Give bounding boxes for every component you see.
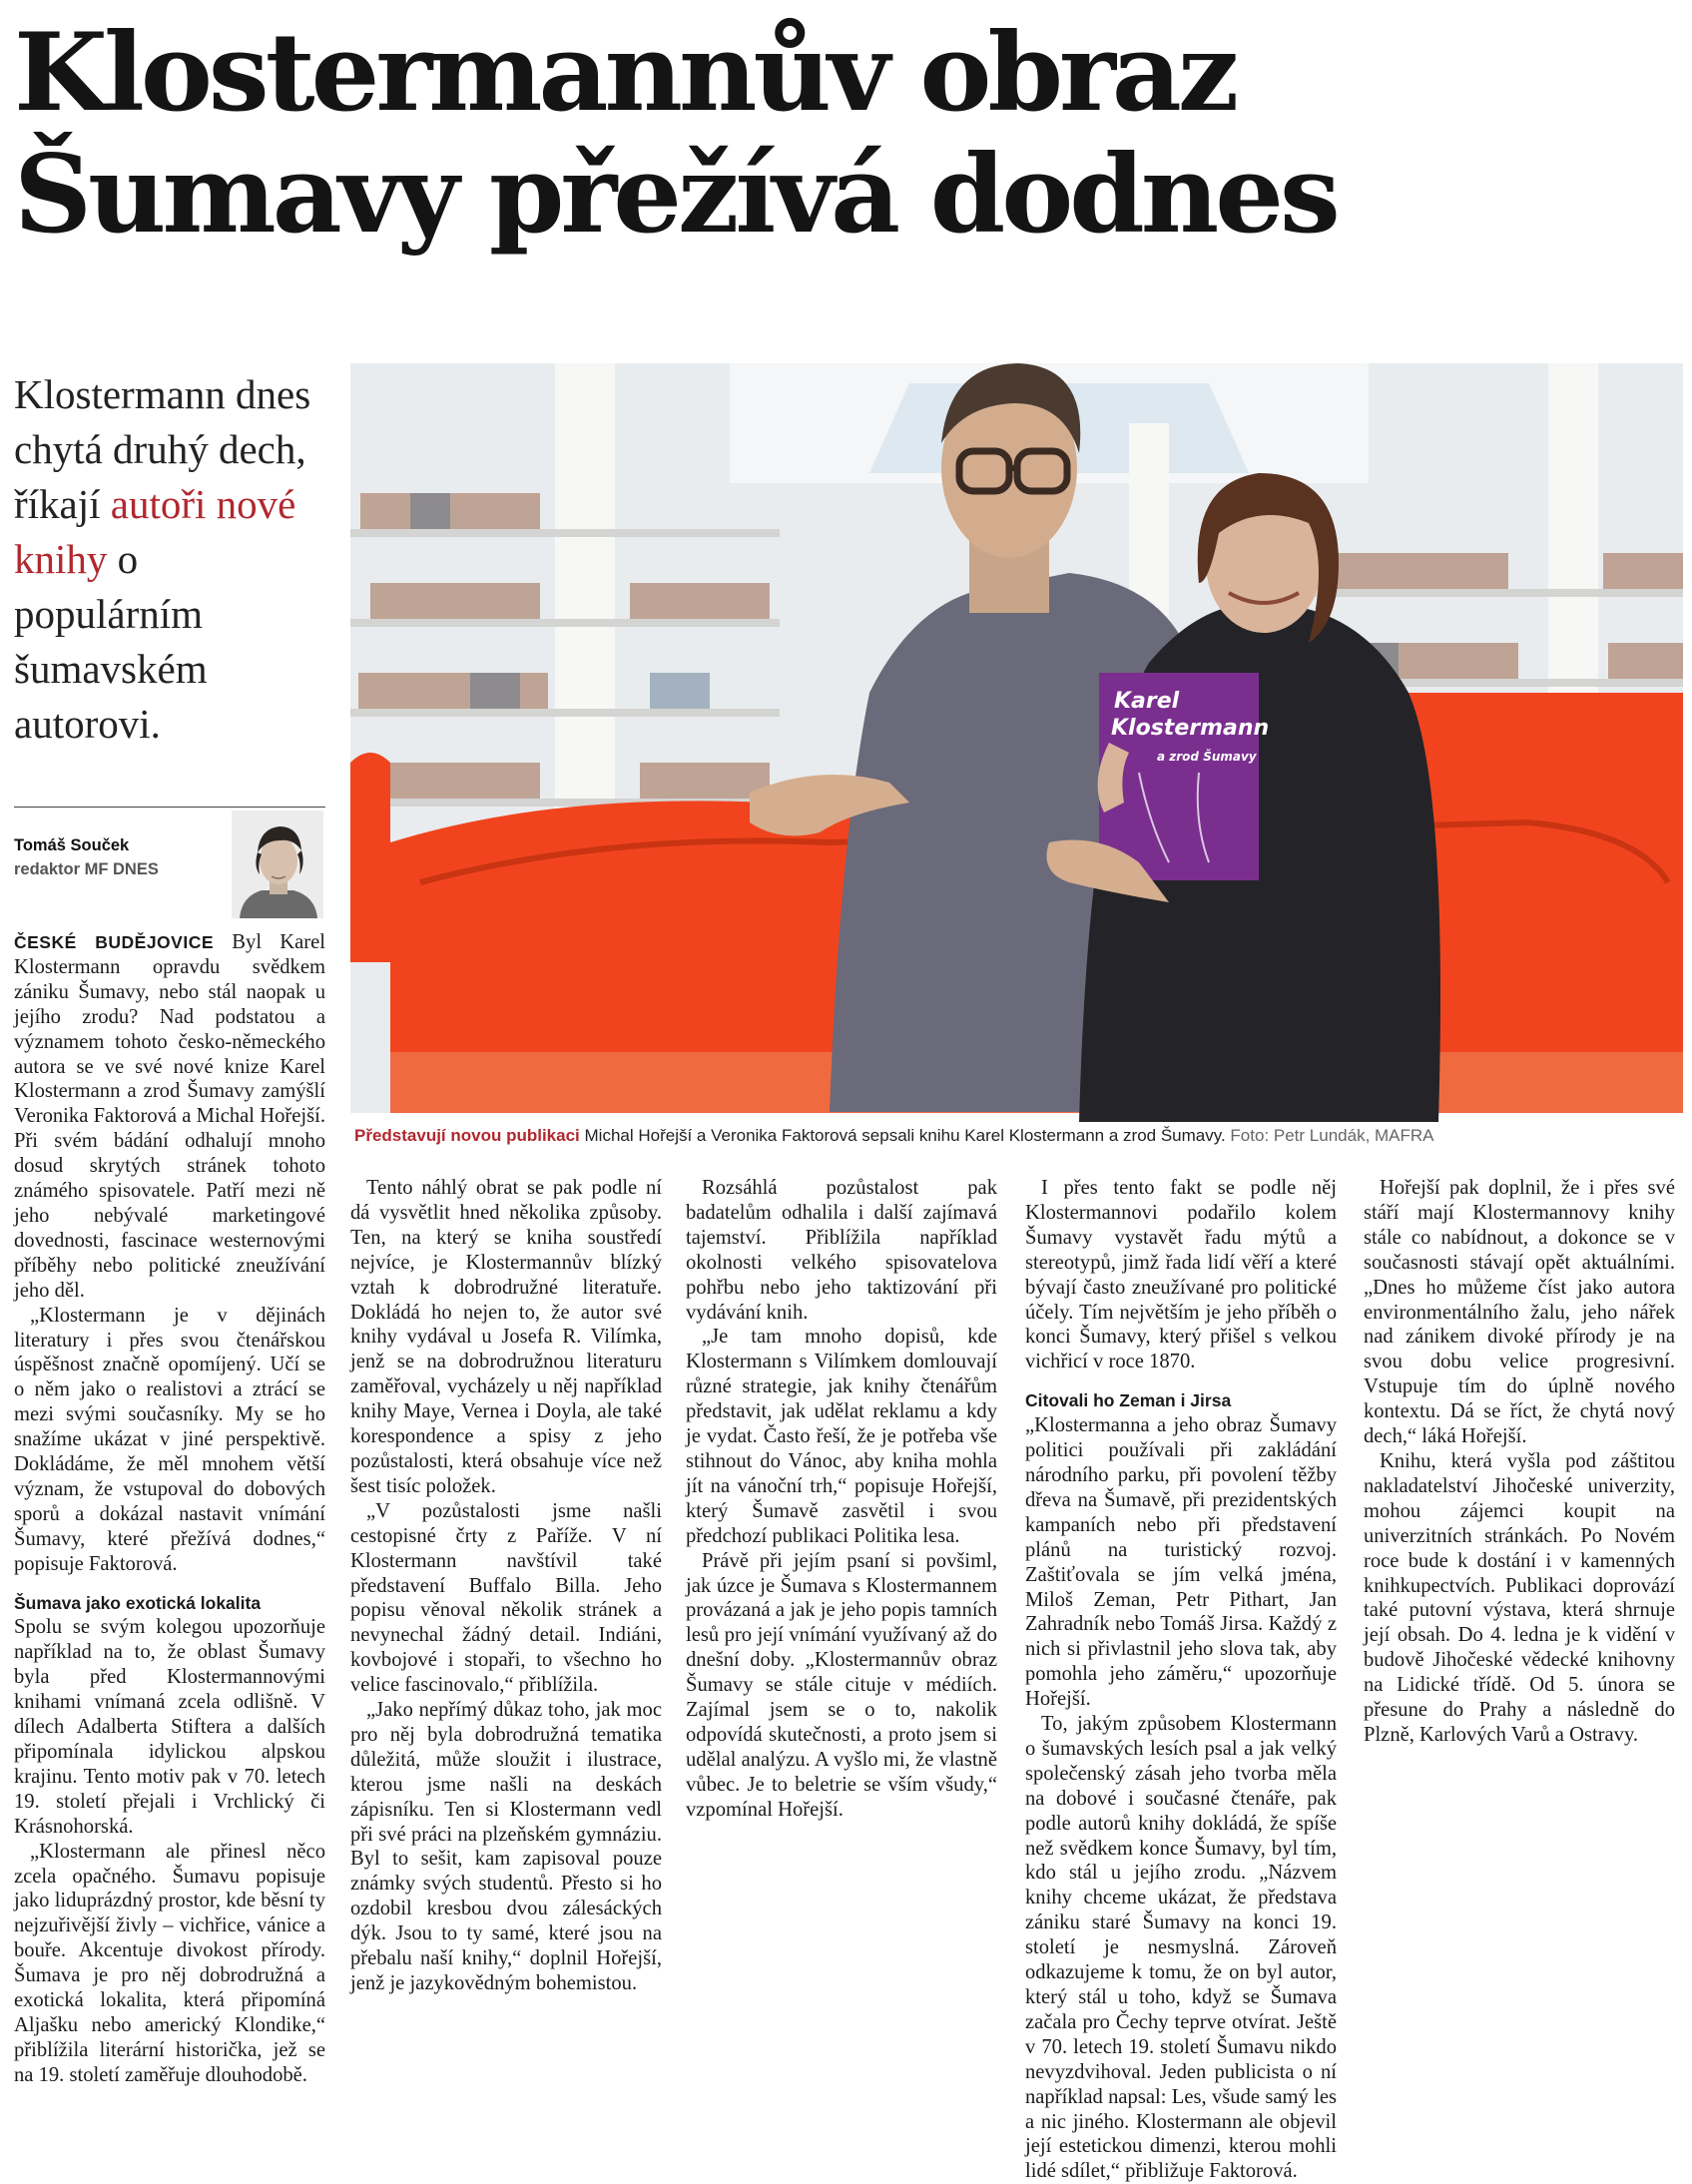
dateline: ČESKÉ BUDĚJOVICE xyxy=(14,932,215,952)
byline-rule xyxy=(14,807,325,808)
book-title-2: Klostermann xyxy=(1111,716,1270,741)
main-photo xyxy=(350,363,1683,1113)
book-cover xyxy=(1099,673,1269,880)
headline-line-1: Klostermannův obraz xyxy=(14,10,1236,136)
article-paragraph xyxy=(14,930,325,1304)
photo-credit: Foto: Petr Lundák, MAFRA xyxy=(1225,1126,1434,1145)
book-title-3: a zrod Šumavy xyxy=(1157,750,1257,764)
caption-lead: Představují novou publikaci xyxy=(354,1126,580,1145)
article-column-2 xyxy=(350,1176,662,1994)
article-paragraph: Právě při jejím psaní si povšiml, jak úzce je Šumava s Klostermannem provázaná a jak je jeho popis tamních lesů pro její vnímání využívaný až do dnešní doby. „Klostermannův obraz Šumavy se stále cituje v médiích. Zajímal jsem se o to, nakolik odpovídá skutečnosti, a proto jsem si udělal analýzu. A vyšlo mi, že vlastně vůbec. Je to beletrie se vším všudy,“ vzpomínal Hořejší. xyxy=(686,1549,997,1821)
article-paragraph: „Je tam mnoho dopisů, kde Klostermann s Vilímkem domlouvají různé strategie, jak knihy čtenářům představit, jak udělat reklamu a kdy je vydat. Často řeší, že je potřeba vše stihnout do Vánoc, aby kniha mohla jít na vánoční trh,“ popisuje Hořejší, který Šumavě zasvětil i svou předchozí publikaci Politika lesa. xyxy=(686,1326,997,1547)
paragraph-text: Byl Karel Klostermann opravdu svědkem zániku Šumavy, nebo stál naopak u jejího zrodu? Nad podstatou a významem tohoto česko-německého autora se ve své nové knize Karel Klostermann a zrod Šumavy zamýšlí Veronika Faktorová a Michal Hořejší. Při svém bádání odhalují mnoho dosud skrytých stránek tohoto známého spisovatele. Patří mezi ně jeho nebývalé marketingové dovednosti, fascinace westernovými příběhy nebo politické zneužívání jeho děl. xyxy=(14,931,326,1302)
lead-text-1: Klostermann dnes chytá druhý dech, říkají xyxy=(14,371,311,527)
lead-highlight: autoři nové knihy xyxy=(14,481,296,582)
photo-caption xyxy=(354,1126,1434,1146)
article-column-5 xyxy=(1364,1176,1675,1980)
article-column-4 xyxy=(1025,1176,1337,2183)
author-avatar xyxy=(232,811,323,918)
article-paragraph: I přes tento fakt se podle něj Klostermannovi podařilo kolem Šumavy vystavět řadu mýtů a stereotypů, jimž řada lidí věří a které bývají často zneužívané pro politické účely. Tím největším je jeho příběh o konci Šumavy, který přišel s velkou vichřicí v roce 1870. xyxy=(1025,1177,1337,1373)
article-column-1 xyxy=(14,930,326,2086)
article-paragraph: Tento náhlý obrat se pak podle ní dá vysvětlit hned několika způsoby. Ten, na který se kniha soustředí nejvíce, je Klostermannův blízký vztah k dobrodružné literatuře. Dokládá ho nejen to, že autor své knihy vydával u Josefa R. Vilímka, jenž se na dobrodružnou literaturu zaměřoval, vycházely u něj například knihy Maye, Vernea i Doyla, ale také korespondence a spisy z jeho pozůstalosti, která obsahuje více než šest tisíc položek. xyxy=(350,1177,662,1497)
caption-text: Michal Hořejší a Veronika Faktorová sepsali knihu Karel Klostermann a zrod Šumavy. xyxy=(579,1126,1226,1145)
byline xyxy=(14,833,159,881)
book-title-1: Karel xyxy=(1114,689,1180,714)
lead-paragraph xyxy=(14,367,333,752)
article-paragraph: „V pozůstalosti jsme našli cestopisné črty z Paříže. V ní Klostermann navštívil také představení Buffalo Billa. Jeho popisu věnoval několik stránek a nevynechal žádný detail. Indiáni, kovbojové i stopaři, to všechno ho velice fascinovalo,“ přiblížila. xyxy=(350,1499,662,1697)
article-paragraph: „Klostermann ale přinesl něco zcela opačného. Šumavu popisuje jako liduprázdný prostor, kde běsní ty nejzuřivější živly – vichřice, vánice a bouře. Akcentuje divokost přírody. Šumava je pro něj dobrodružná a exotická lokalita, která připomíná Aljašku nebo americký Klondike,“ přiblížila literární historička, jež se na 19. století zaměřuje dlouhodobě. xyxy=(14,1840,325,2086)
author-role: redaktor MF DNES xyxy=(14,860,159,878)
subheading: Citovali ho Zeman i Jirsa xyxy=(1025,1390,1232,1411)
article-paragraph: To, jakým způsobem Klostermann o šumavských lesích psal a jak velký společenský zásah jeho tvorba měla na dobové i současné čtenáře, pak podle autorů knihy dokládá, že spíše než svědkem konce Šumavy, byl tím, kdo stál u jejího zrodu. „Názvem knihy chceme ukázat, že představa zániku staré Šumavy na konci 19. století je nesmyslná. Zároveň odkazujeme k tomu, že on byl autor, který stál u toho, když se Šumava začala pro Čechy teprve otvírat. Ještě v 70. letech 19. století Šumavu nikdo nevyzdvihoval. Jeden publicista o ní například napsal: Les, všude samý les a nic jiného. Klostermann ale objevil její estetickou dimenzi, kterou mohli lidé sdílet,“ přibližuje Faktorová. xyxy=(1025,1713,1337,2183)
subheading: Šumava jako exotická lokalita xyxy=(14,1592,262,1613)
headline xyxy=(14,12,1681,256)
article-paragraph: Rozsáhlá pozůstalost pak badatelům odhalila i další zajímavá tajemství. Přiblížila například okolnosti velkého spisovatelova pohřbu nebo jeho taktizování při vydávání knih. xyxy=(686,1177,997,1324)
lead-text-2: o populárním šumavském autorovi. xyxy=(14,536,208,747)
article-column-3 xyxy=(686,1176,997,1980)
author-name: Tomáš Souček xyxy=(14,836,130,854)
article-paragraph: „Klostermanna a jeho obraz Šumavy politici používali při zakládání národního parku, při povolení těžby dřeva na Šumavě, při prezidentských kampaních nebo při představení plánů na turistický rozvoj. Zaštiťovala se jím velká jména, Miloš Zeman, Petr Pithart, Jan Zahradník nebo Tomáš Jirsa. Každý z nich si přivlastnil jeho slova tak, aby pomohla jeho záměru,“ upozorňuje Hořejší. xyxy=(1025,1414,1337,1711)
article-paragraph: Spolu se svým kolegou upozorňuje například na to, že oblast Šumavy byla před Klostermannovými knihami vnímaná zcela odlišně. V dílech Adalberta Stiftera a dalších připomínala idylickou alpskou krajinu. Tento motiv pak v 70. letech 19. století přejali i Vrchlický či Krásnohorská. xyxy=(14,1616,325,1838)
article-paragraph: Knihu, která vyšla pod záštitou nakladatelství Jihočeské univerzity, mohou zájemci koupit na univerzitních stránkách. Po Novém roce bude k dostání i v kamenných knihkupectvích. Publikaci doprovází také putovní výstava, která shrnuje její obsah. Do 4. ledna je k vidění v budově Jihočeské vědecké knihovny na Lidické třídě. Od 5. února se přesune do Prahy a následně do Plzně, Karlových Varů a Ostravy. xyxy=(1364,1449,1675,1746)
article-paragraph: Hořejší pak doplnil, že i přes své stáří mají Klostermannovy knihy stále co nabídnout, a dokonce se v současnosti stávají opět aktuálními. „Dnes ho můžeme číst jako autora environmentálního žalu, jeho nářek nad zánikem divoké přírody je na svou dobu velice progresivní. Vstupuje tím do úplně nového kontextu. Dá se říct, že chytá nový dech,“ láká Hořejší. xyxy=(1364,1177,1675,1448)
article-paragraph: „Jako nepřímý důkaz toho, jak moc pro něj byla dobrodružná tematika důležitá, může sloužit i ilustrace, kterou jsme našli na deskách zápisníku. Ten si Klostermann vedl při své práci na plzeňském gymnáziu. Byl to sešit, kam zapisoval pouze známky svých studentů. Přesto si ho ozdobil kresbou dvou zálesáckých dýk. Jsou to ty samé, které jsou na přebalu naší knihy,“ doplnil Hořejší, jenž je jazykovědným bohemistou. xyxy=(350,1699,662,1994)
headline-line-2: Šumavy přežívá dodnes xyxy=(14,132,1337,258)
article-paragraph: „Klostermann je v dějinách literatury i přes svou čtenářskou úspěšnost značně opomíjený. Učí se o něm jako o realistovi a ztrácí se mezi svými současníky. My se ho snažíme ukázat v jiné perspektivě. Dokládáme, že měl mnohem větší význam, že vstupoval do dobových sporů a dokázal nastavit vnímání Šumavy, které přežívá dodnes,“ popisuje Faktorová. xyxy=(14,1304,325,1575)
